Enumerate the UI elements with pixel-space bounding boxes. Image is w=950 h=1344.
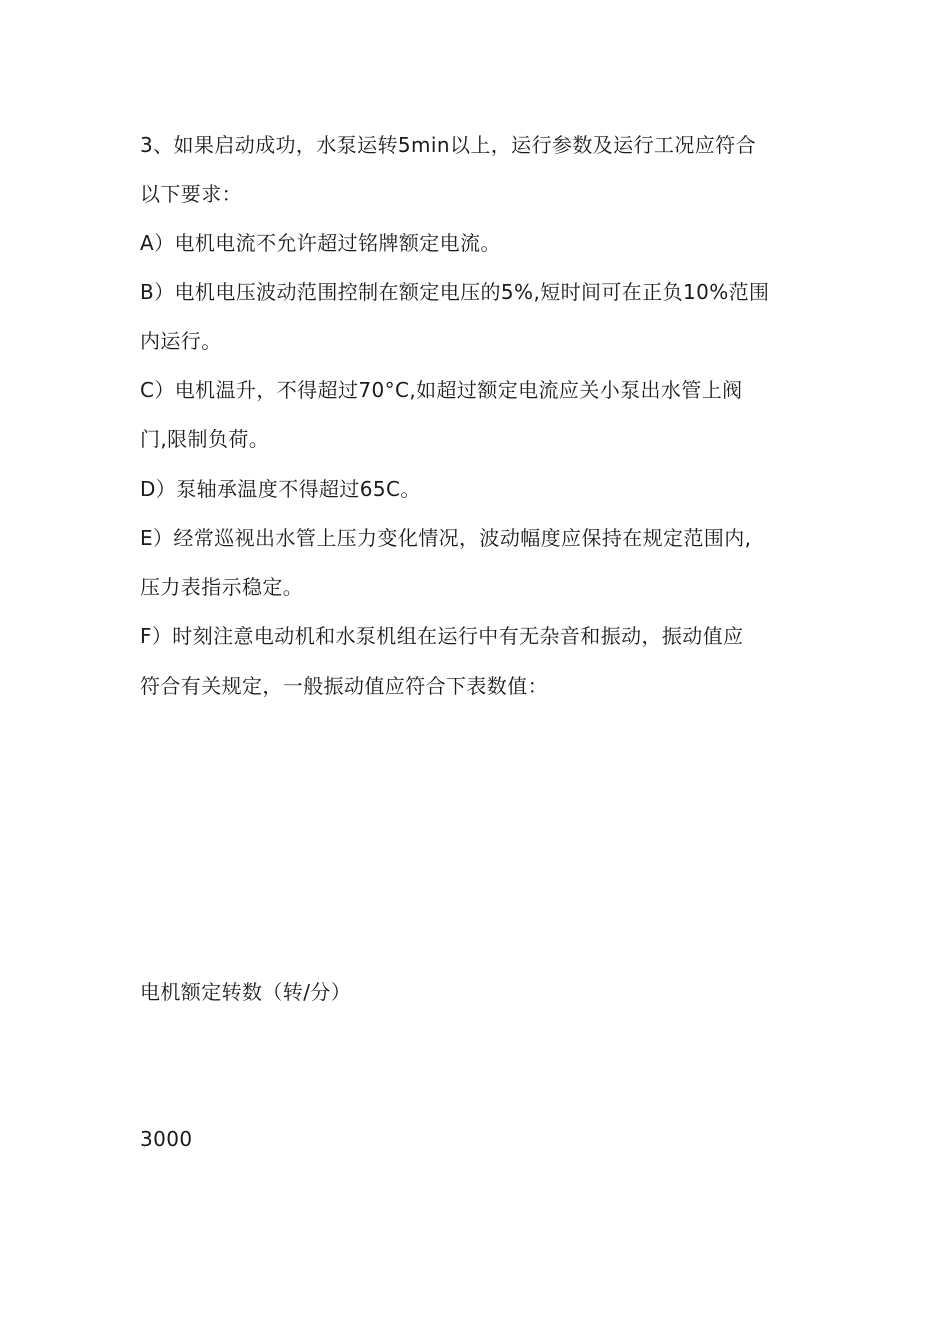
list-item-c: C）电机温升，不得超过70°C,如超过额定电流应关小泵出水管上阀 [140, 378, 743, 402]
paragraph-line: 以下要求： [140, 182, 242, 206]
paragraph-line: 3、如果启动成功，水泵运转5min以上，运行参数及运行工况应符合 [140, 133, 756, 157]
list-item-f: F）时刻注意电动机和水泵机组在运行中有无杂音和振动，振动值应 [140, 624, 744, 648]
list-item-b: B）电机电压波动范围控制在额定电压的5%,短时间可在正负10%范围 [140, 280, 770, 304]
list-item-c-continued: 门,限制负荷。 [140, 427, 270, 451]
list-item-a: A）电机电流不允许超过铭牌额定电流。 [140, 231, 501, 255]
list-item-e: E）经常巡视出水管上压力变化情况，波动幅度应保持在规定范围内, [140, 526, 752, 550]
list-item-f-continued: 符合有关规定，一般振动值应符合下表数值： [140, 674, 548, 698]
list-item-e-continued: 压力表指示稳定。 [140, 575, 304, 599]
list-item-b-continued: 内运行。 [140, 329, 222, 353]
table-header-cell: 电机额定转数（转/分） [140, 980, 352, 1004]
table-value-cell: 3000 [140, 1127, 193, 1151]
list-item-d: D）泵轴承温度不得超过65C。 [140, 477, 421, 501]
